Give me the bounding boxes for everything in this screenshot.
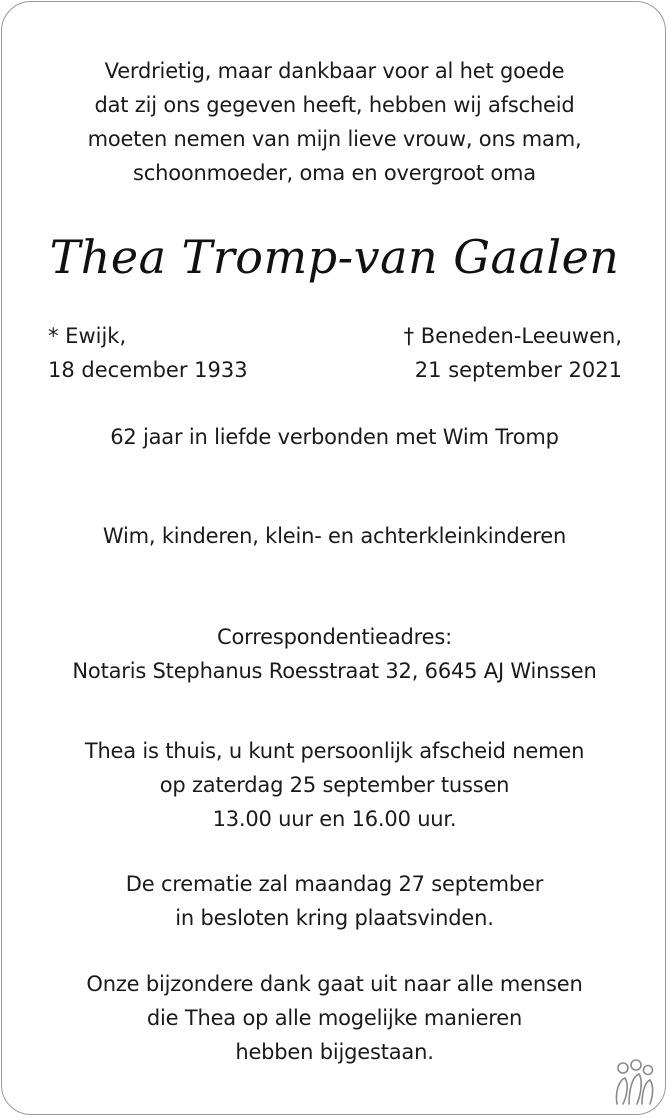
family-text [0, 519, 669, 553]
cremation-line: De crematie zal maandag 27 september [125, 872, 544, 896]
intro-line: Verdrietig, maar dankbaar voor al het goede [104, 59, 565, 83]
death-place: † Beneden-Leeuwen, [403, 324, 622, 348]
thanks-line: die Thea op alle mogelijke manieren [146, 1006, 523, 1030]
family-line: Wim, kinderen, klein- en achterkleinkinderen [102, 524, 567, 548]
birth-date: 18 december 1933 [48, 358, 248, 382]
married-line: 62 jaar in liefde verbonden met Wim Tromp [110, 425, 559, 449]
intro-line: schoonmoeder, oma en overgroot oma [133, 161, 536, 185]
intro-line: dat zij ons gegeven heeft, hebben wij afscheid [94, 93, 575, 117]
death-date: 21 september 2021 [414, 358, 622, 382]
thanks-text [0, 967, 669, 1069]
birth-place: * Ewijk, [48, 324, 127, 348]
visit-line: op zaterdag 25 september tussen [159, 773, 510, 797]
death-info [404, 319, 622, 387]
visit-line: 13.00 uur en 16.00 uur. [212, 807, 457, 831]
correspondence-address [0, 620, 669, 688]
birth-info [48, 319, 248, 387]
deceased-name: Thea Tromp-van Gaalen [49, 230, 620, 284]
cremation-line: in besloten kring plaatsvinden. [175, 906, 494, 930]
thanks-line: hebben bijgestaan. [235, 1040, 434, 1064]
address-label: Correspondentieadres: [217, 625, 452, 649]
intro-line: moeten nemen van mijn lieve vrouw, ons mam, [87, 127, 582, 151]
married-text [0, 420, 669, 454]
visit-text [0, 734, 669, 836]
thanks-line: Onze bijzondere dank gaat uit naar alle mensen [86, 972, 583, 996]
cremation-text [0, 867, 669, 935]
address-line: Notaris Stephanus Roesstraat 32, 6645 AJ Winssen [72, 659, 597, 683]
intro-text [0, 54, 669, 190]
family-figures-icon [609, 1058, 659, 1108]
visit-line: Thea is thuis, u kunt persoonlijk afscheid nemen [84, 739, 585, 763]
